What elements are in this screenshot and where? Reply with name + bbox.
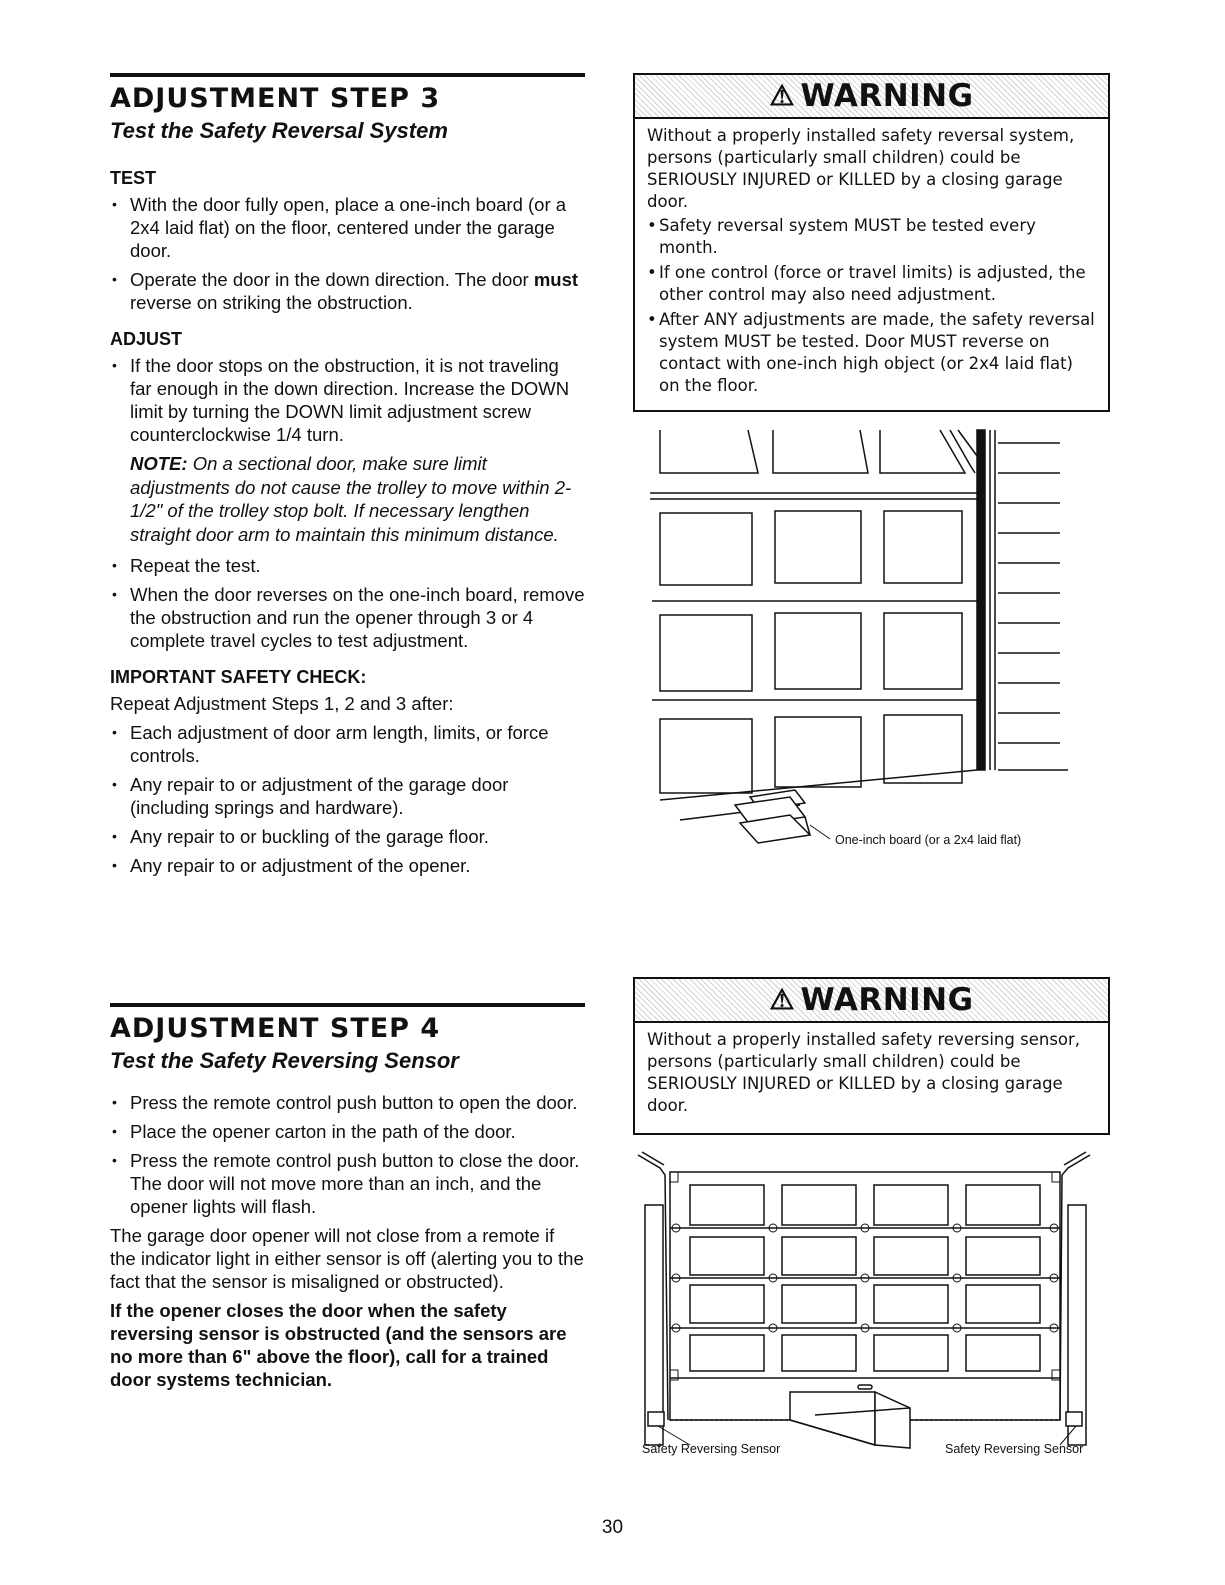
note-label: NOTE: — [130, 453, 188, 474]
safety-item: • Each adjustment of door arm length, limits, or force controls. — [110, 721, 585, 767]
warning-title: WARNING — [800, 78, 974, 114]
warning-box-2 — [633, 977, 1110, 1135]
test-item-text: reverse on striking the obstruction. — [130, 292, 413, 313]
adjust-list — [110, 354, 585, 446]
step4-section — [110, 1003, 585, 1397]
test-item: • With the door fully open, place a one-inch board (or a 2x4 laid flat) on the floor, centered under the garage door. — [110, 193, 585, 262]
note-text: On a sectional door, make sure limit adjustments do not cause the trolley to move within 2-1/2" of the trolley stop bolt. If necessary lengthen straight door arm to maintain this minimum distance. — [130, 453, 572, 545]
step4-subtitle: Test the Safety Reversing Sensor — [110, 1048, 459, 1073]
step4-bold-para: If the opener closes the door when the safety reversing sensor is obstructed (and the sensors are no more than 6" above the floor), call for a trained door systems technician. — [110, 1300, 567, 1390]
warning-body — [635, 1023, 1108, 1133]
warning-text: Without a properly installed safety reversal system, persons (particularly small children) could be SERIOUSLY INJURED or KILLED by a closing garage door. — [647, 126, 1075, 211]
step3-subtitle: Test the Safety Reversal System — [110, 118, 448, 143]
note — [130, 452, 585, 546]
step4-item: • Place the opener carton in the path of the door. — [110, 1120, 585, 1143]
step4-rule — [110, 1003, 585, 1007]
adjust-item: • If the door stops on the obstruction, it is not traveling far enough in the down direction. Increase the DOWN limit by turning the DOWN limit adjustment screw counterclockwise 1/4 turn. — [110, 354, 585, 446]
adjust-item: • Repeat the test. — [110, 554, 585, 577]
door-board-illustration — [640, 425, 1080, 855]
test-item — [110, 268, 585, 314]
sensor-label-right: Safety Reversing Sensor — [945, 1442, 1084, 1456]
step3-rule — [110, 73, 585, 77]
adjust-list-2 — [110, 554, 585, 652]
test-item-bold: must — [533, 269, 579, 290]
adjust-item: • When the door reverses on the one-inch board, remove the obstruction and run the opener through 3 or 4 complete travel cycles to test adjustment. — [110, 583, 585, 652]
step3-title: ADJUSTMENT STEP 3 — [110, 83, 441, 114]
warning-triangle-icon: ⚠ — [769, 80, 795, 111]
hinges — [670, 1172, 1060, 1380]
warning-body — [635, 119, 1108, 410]
garage-sensor-illustration — [630, 1150, 1100, 1450]
step4-para: The garage door opener will not close from a remote if the indicator light in either sensor is off (alerting you to the fact that the sensor is misaligned or obstructed). — [110, 1225, 584, 1292]
warning-text: Without a properly installed safety reversing sensor, persons (particularly small children) could be SERIOUSLY INJURED or KILLED by a closing garage door. — [647, 1030, 1081, 1115]
warning-bullet: • Safety reversal system MUST be tested every month. — [647, 215, 1096, 259]
warning-header — [635, 75, 1108, 119]
safety-list — [110, 721, 585, 877]
board-label: One-inch board (or a 2x4 laid flat) — [835, 833, 1022, 847]
step4-title: ADJUSTMENT STEP 4 — [110, 1013, 441, 1044]
page-number: 30 — [601, 1517, 624, 1538]
step4-item: • Press the remote control push button to close the door. The door will not move more than an inch, and the opener lights will flash. — [110, 1149, 585, 1218]
safety-heading: IMPORTANT SAFETY CHECK: — [110, 667, 367, 687]
step4-item: • Press the remote control push button to open the door. — [110, 1091, 585, 1114]
adjust-heading: ADJUST — [110, 329, 183, 349]
step4-list — [110, 1091, 585, 1218]
safety-item: • Any repair to or buckling of the garage floor. — [110, 825, 585, 848]
warning-header — [635, 979, 1108, 1023]
test-heading: TEST — [110, 168, 157, 188]
warning-triangle-icon: ⚠ — [769, 984, 795, 1015]
siding-lines — [998, 443, 1068, 770]
safety-intro: Repeat Adjustment Steps 1, 2 and 3 after: — [110, 693, 454, 714]
test-list — [110, 193, 585, 314]
safety-item: • Any repair to or adjustment of the garage door (including springs and hardware). — [110, 773, 585, 819]
sensor-label-left: Safety Reversing Sensor — [642, 1442, 781, 1456]
warning-bullet: • If one control (force or travel limits) is adjusted, the other control may also need adjustment. — [647, 262, 1096, 306]
warning-box-1 — [633, 73, 1110, 412]
warning-title: WARNING — [800, 982, 974, 1018]
safety-item: • Any repair to or adjustment of the opener. — [110, 854, 585, 877]
warning-bullet: • After ANY adjustments are made, the safety reversal system MUST be tested. Door MUST reverse on contact with one-inch high object (or 2x4 laid flat) on the floor. — [647, 309, 1096, 397]
step3-section — [110, 73, 585, 883]
test-item-text: Operate the door in the down direction. The door — [130, 269, 534, 290]
